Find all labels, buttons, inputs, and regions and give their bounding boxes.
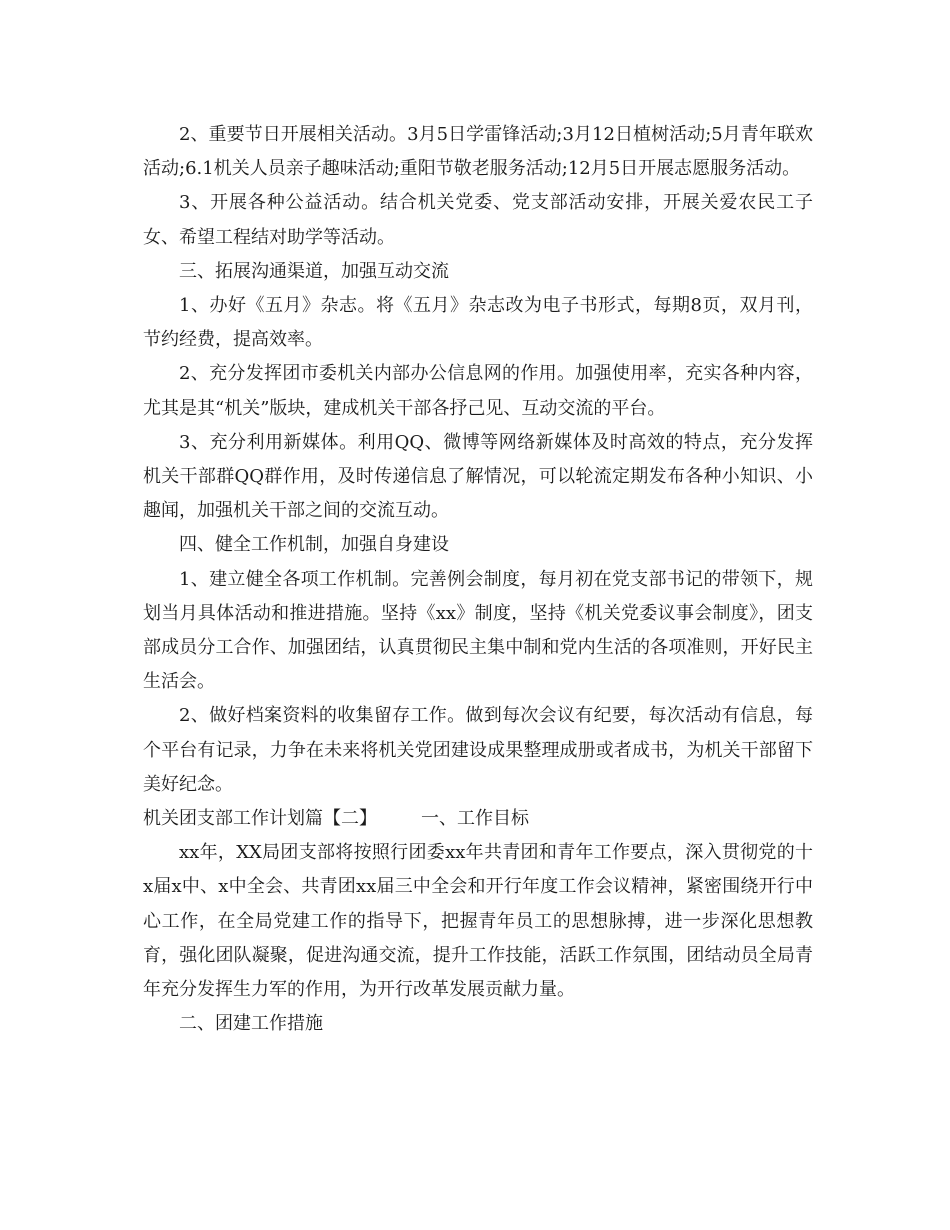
paragraph-archives: 2、做好档案资料的收集留存工作。做到每次会议有纪要，每次活动有信息，每个平台有记录，力争在未来将机关党团建设成果整理成册或者成书，为机关干部留下美好纪念。 <box>143 705 813 795</box>
paragraph-holiday-activities: 2、重要节日开展相关活动。3月5日学雷锋活动;3月12日植树活动;5月青年联欢活动;6.1机关人员亲子趣味活动;重阳节敬老服务活动;12月5日开展志愿服务活动。 <box>143 124 813 180</box>
section-title-line <box>143 802 813 836</box>
paragraph-magazine: 1、办好《五月》杂志。将《五月》杂志改为电子书形式，每期8页，双月刊，节约经费，提高效率。 <box>143 295 813 351</box>
paragraph-intranet: 2、充分发挥团市委机关内部办公信息网的作用。加强使用率，充实各种内容，尤其是其“机关”版块，建成机关干部各抒己见、互动交流的平台。 <box>143 363 813 419</box>
paragraph-work-goal: xx年，XX局团支部将按照行团委xx年共青团和青年工作要点，深入贯彻党的十x届x中、x中全会、共青团xx届三中全会和开行年度工作会议精神，紧密围绕开行中心工作，在全局党建工作的指导下，把握青年员工的思想脉搏，进一步深化思想教育，强化团队凝聚，促进沟通交流，提升工作技能，活跃工作氛围，团结动员全局青年充分发挥生力军的作用，为开行改革发展贡献力量。 <box>143 842 813 1001</box>
heading-work-mechanism: 四、健全工作机制，加强自身建设 <box>179 534 449 556</box>
document-body <box>143 118 813 1041</box>
heading-communication: 三、拓展沟通渠道，加强互动交流 <box>179 260 449 282</box>
heading-team-measures: 二、团建工作措施 <box>179 1013 323 1035</box>
section-title: 机关团支部工作计划篇【二】 <box>143 808 377 830</box>
paragraph-public-welfare: 3、开展各种公益活动。结合机关党委、党支部活动安排，开展关爱农民工子女、希望工程结对助学等活动。 <box>143 192 813 248</box>
section-subheading: 一、工作目标 <box>421 808 529 830</box>
paragraph-new-media: 3、充分利用新媒体。利用QQ、微博等网络新媒体及时高效的特点，充分发挥机关干部群QQ群作用，及时传递信息了解情况，可以轮流定期发布各种小知识、小趣闻，加强机关干部之间的交流互动。 <box>143 431 813 522</box>
paragraph-mechanism-details: 1、建立健全各项工作机制。完善例会制度，每月初在党支部书记的带领下，规划当月具体活动和推进措施。坚持《xx》制度，坚持《机关党委议事会制度》，团支部成员分工合作、加强团结，认真贯彻民主集中制和党内生活的各项准则，开好民主生活会。 <box>143 568 813 693</box>
